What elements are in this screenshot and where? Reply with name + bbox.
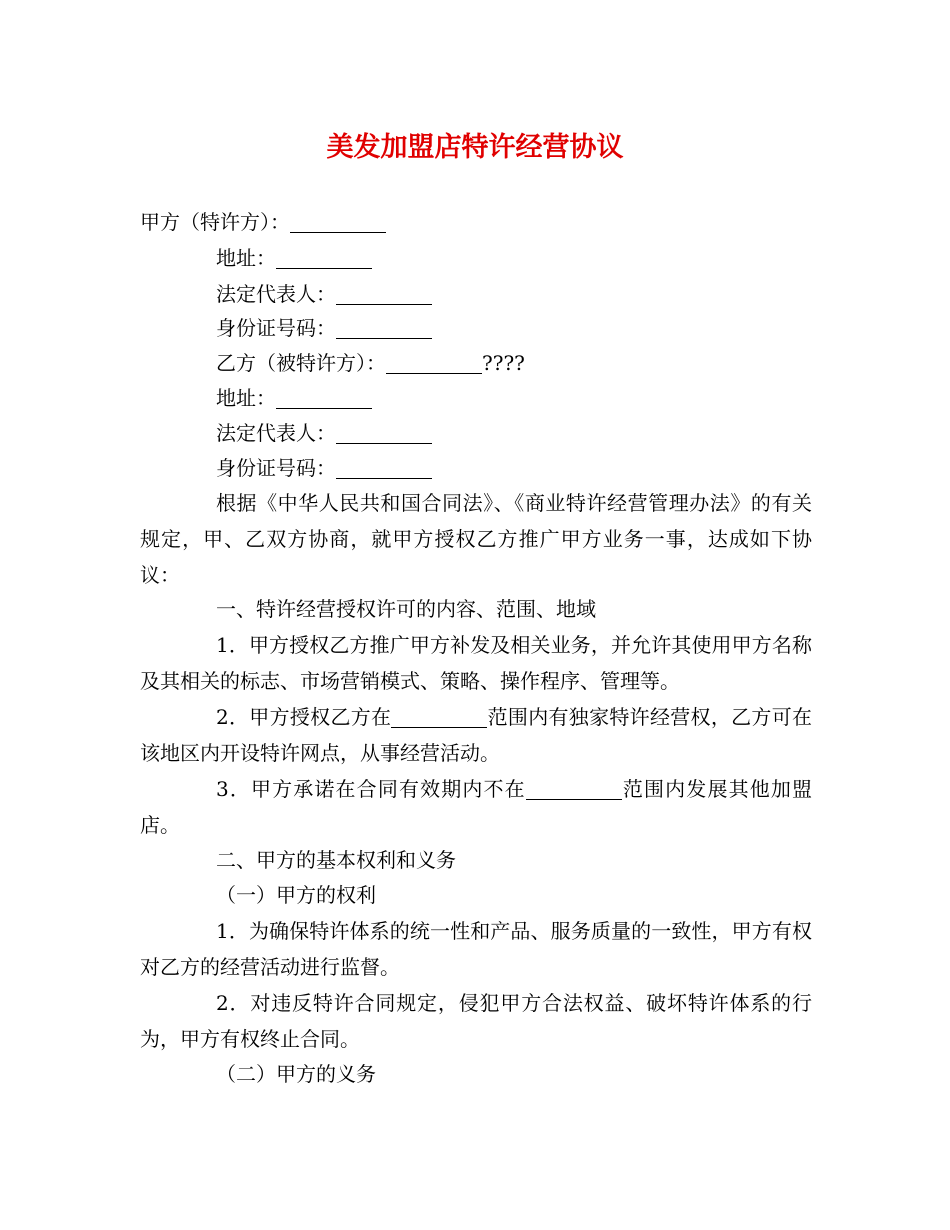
section1-item3-blank	[526, 779, 622, 800]
party-a-line	[140, 204, 386, 240]
party-b-legal-rep-blank	[336, 423, 432, 444]
section1-item3	[140, 771, 812, 843]
preamble-paragraph: 根据《中华人民共和国合同法》、《商业特许经营管理办法》的有关规定，甲、乙双方协商，就甲方授权乙方推广甲方业务一事，达成如下协议：	[140, 491, 812, 587]
section2-right1: 1．为确保特许体系的统一性和产品、服务质量的一致性，甲方有权对乙方的经营活动进行监督。	[140, 919, 812, 979]
section2-heading: 二、甲方的基本权利和义务	[216, 848, 456, 872]
document-title: 美发加盟店特许经营协议	[326, 132, 624, 163]
section1-item2	[140, 699, 812, 771]
party-a-id-label: 身份证号码：	[216, 316, 336, 340]
party-b-label: 乙方（被特许方）：	[216, 351, 386, 375]
section1-item1: 1．甲方授权乙方推广甲方补发及相关业务，并允许其使用甲方名称及其相关的标志、市场营销模式、策略、操作程序、管理等。	[140, 633, 812, 693]
party-a-address-line	[216, 240, 372, 276]
party-a-label: 甲方（特许方）：	[140, 210, 290, 234]
party-b-name-blank	[386, 353, 482, 374]
section2-right2: 2．对违反特许合同规定，侵犯甲方合法权益、破坏特许体系的行为，甲方有权终止合同。	[140, 991, 812, 1051]
section1-item3-after: 范围内发展其他加盟店。	[140, 777, 812, 837]
party-b-address-label: 地址：	[216, 386, 276, 410]
party-a-legal-rep-line	[216, 276, 432, 312]
party-b-legal-rep-label: 法定代表人：	[216, 421, 336, 445]
section1-item2-blank	[391, 707, 487, 728]
section1-heading: 一、特许经营授权许可的内容、范围、地域	[216, 597, 596, 621]
party-b-legal-rep-line	[216, 415, 432, 451]
party-a-address-blank	[276, 248, 372, 269]
party-a-name-blank	[290, 212, 386, 233]
party-a-legal-rep-blank	[336, 284, 432, 305]
party-b-id-blank	[336, 458, 432, 479]
party-a-id-blank	[336, 318, 432, 339]
party-b-address-line	[216, 380, 372, 416]
party-a-address-label: 地址：	[216, 246, 276, 270]
party-a-id-line	[216, 310, 432, 346]
party-b-suffix: ????	[482, 351, 525, 375]
party-b-id-line	[216, 450, 432, 486]
section1-item2-before: 2．甲方授权乙方在	[216, 705, 392, 729]
party-b-id-label: 身份证号码：	[216, 456, 336, 480]
section1-item3-before: 3．甲方承诺在合同有效期内不在	[216, 777, 526, 801]
party-a-legal-rep-label: 法定代表人：	[216, 282, 336, 306]
section2-duties-subheading: （二）甲方的义务	[216, 1062, 376, 1086]
party-b-line	[216, 345, 525, 381]
section1-item2-after: 范围内有独家特许经营权，乙方可在该地区内开设特许网点，从事经营活动。	[140, 705, 812, 765]
party-b-address-blank	[276, 388, 372, 409]
section2-rights-subheading: （一）甲方的权利	[216, 883, 376, 907]
